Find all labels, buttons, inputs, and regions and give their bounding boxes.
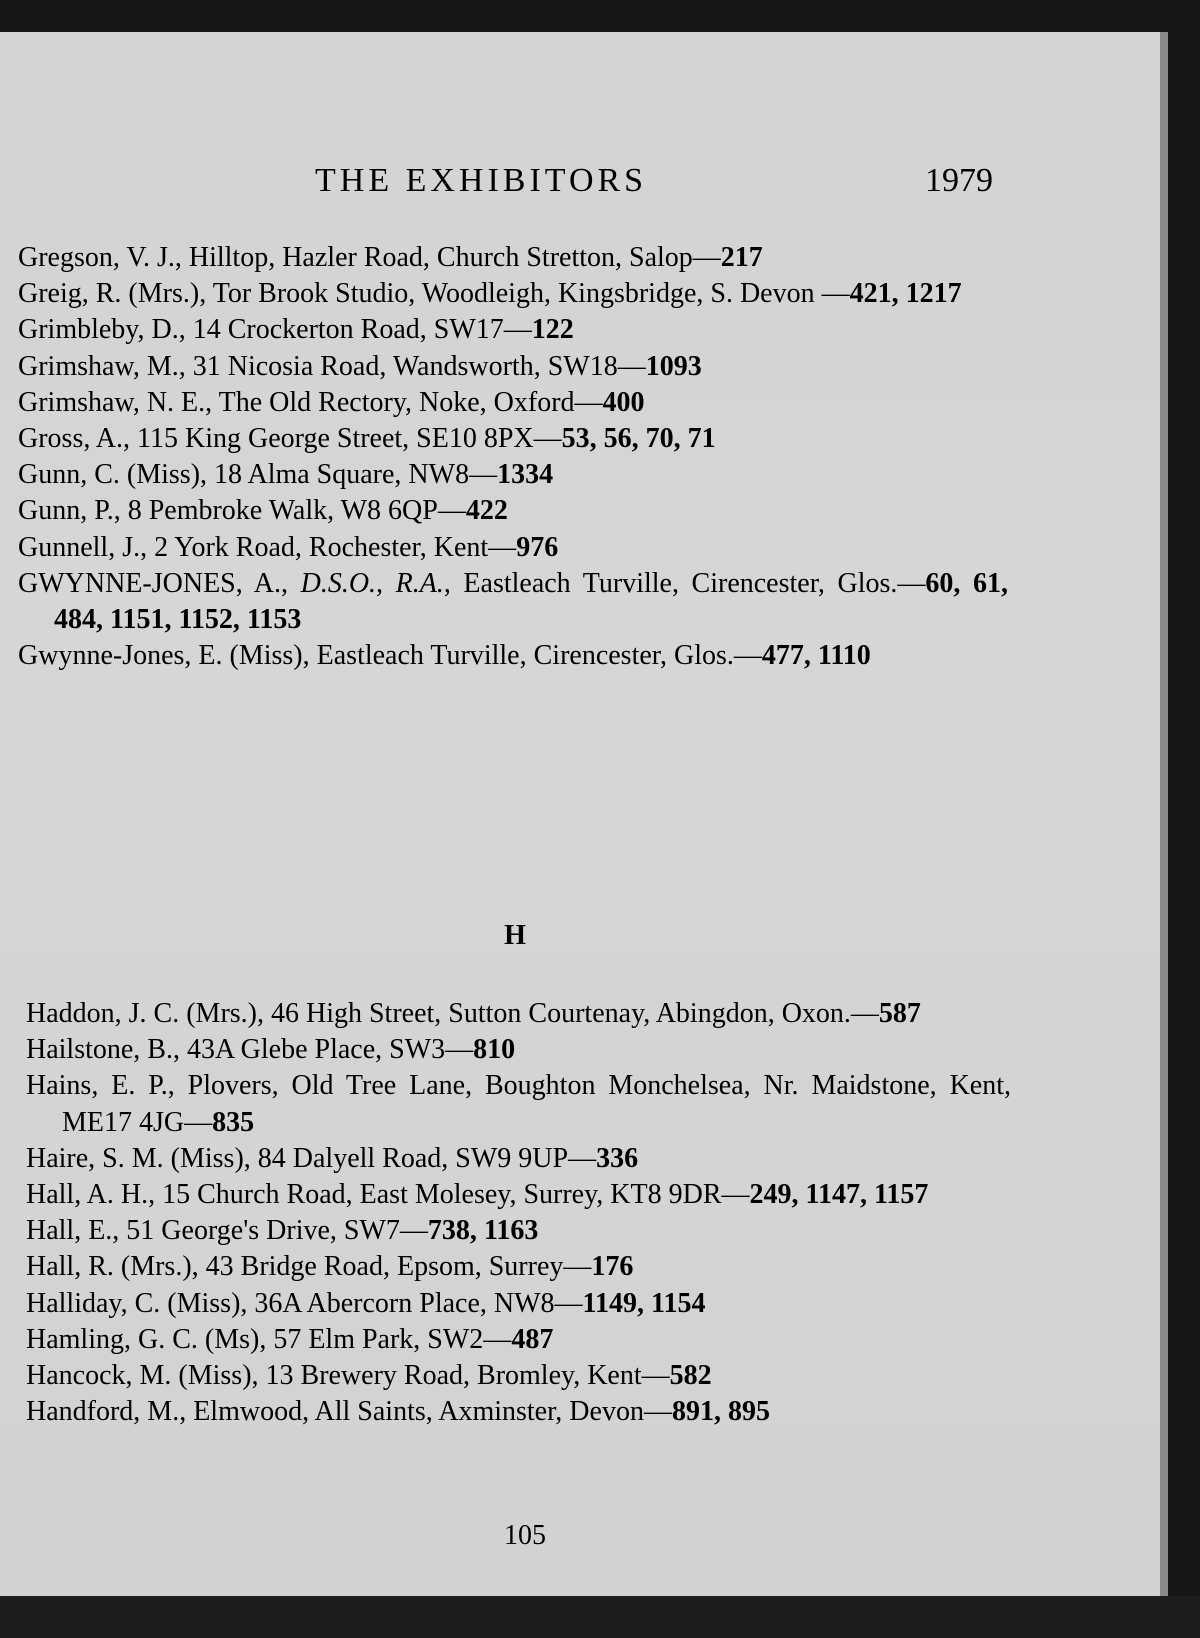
section-heading: H [504, 920, 526, 951]
page-title: THE EXHIBITORS [315, 162, 648, 199]
list-item: Gunnell, J., 2 York Road, Rochester, Kent—976 [18, 531, 559, 563]
list-item: Hains, E. P., Plovers, Old Tree Lane, Boughton Monchelsea, Nr. Maidstone, Kent, ME17 4JG—835 [26, 1070, 1011, 1138]
list-item: Hancock, M. (Miss), 13 Brewery Road, Bromley, Kent—582 [26, 1360, 712, 1392]
list-item: Grimshaw, M., 31 Nicosia Road, Wandsworth, SW18—1093 [18, 350, 702, 382]
page-edge [1160, 32, 1168, 1600]
list-item: Hall, A. H., 15 Church Road, East Molesey, Surrey, KT8 9DR—249, 1147, 1157 [26, 1179, 929, 1211]
entries-h [26, 996, 1011, 1430]
list-item: Haire, S. M. (Miss), 84 Dalyell Road, SW9 9UP—336 [26, 1142, 639, 1174]
list-item: Grimbleby, D., 14 Crockerton Road, SW17—122 [18, 314, 574, 346]
list-item: Gunn, C. (Miss), 18 Alma Square, NW8—1334 [18, 459, 554, 491]
list-item: Gunn, P., 8 Pembroke Walk, W8 6QP—422 [18, 495, 508, 527]
list-item: Halliday, C. (Miss), 36A Abercorn Place, NW8—1149, 1154 [26, 1287, 706, 1319]
header-year: 1979 [925, 162, 993, 199]
entries-g [18, 240, 1008, 674]
list-item: Hamling, G. C. (Ms), 57 Elm Park, SW2—487 [26, 1323, 554, 1355]
page-number: 105 [504, 1520, 546, 1551]
list-item: Hall, E., 51 George's Drive, SW7—738, 1163 [26, 1215, 539, 1247]
list-item: Hall, R. (Mrs.), 43 Bridge Road, Epsom, Surrey—176 [26, 1251, 634, 1283]
list-item: Gross, A., 115 King George Street, SE10 8PX—53, 56, 70, 71 [18, 423, 716, 455]
list-item: GWYNNE-JONES, A., D.S.O., R.A., Eastleach Turville, Cirencester, Glos.—60, 61, 484, 1151, 1152, 1153 [18, 567, 1008, 636]
running-header [0, 162, 1160, 212]
list-item: Gregson, V. J., Hilltop, Hazler Road, Church Stretton, Salop—217 [18, 242, 763, 273]
list-item: Gwynne-Jones, E. (Miss), Eastleach Turville, Cirencester, Glos.—477, 1110 [18, 640, 871, 672]
list-item: Handford, M., Elmwood, All Saints, Axminster, Devon—891, 895 [26, 1396, 770, 1428]
list-item: Hailstone, B., 43A Glebe Place, SW3—810 [26, 1034, 516, 1066]
list-item: Grimshaw, N. E., The Old Rectory, Noke, Oxford—400 [18, 386, 645, 418]
bottom-shadow [0, 1596, 1200, 1638]
list-item: Haddon, J. C. (Mrs.), 46 High Street, Sutton Courtenay, Abingdon, Oxon.—587 [26, 998, 921, 1029]
list-item: Greig, R. (Mrs.), Tor Brook Studio, Woodleigh, Kingsbridge, S. Devon —421, 1217 [18, 278, 962, 310]
